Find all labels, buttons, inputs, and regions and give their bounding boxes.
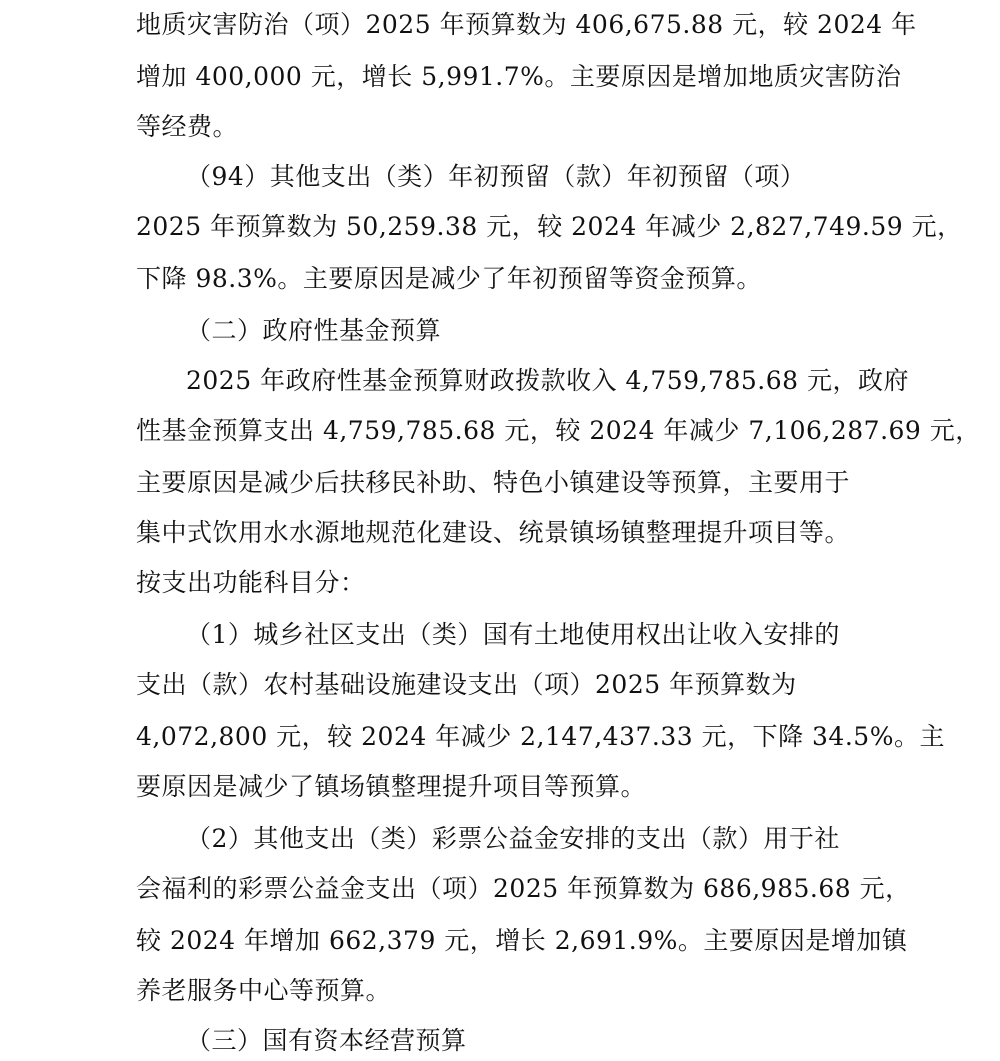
paragraph-94-start: （94）其他支出（类）年初预留（款）年初预留（项） (186, 162, 806, 191)
text-line: 要原因是减少了镇场镇整理提升项目等预算。 (136, 772, 647, 801)
text-line: 下降 98.3%。主要原因是减少了年初预留等资金预算。 (136, 264, 762, 293)
text-line: 集中式饮用水水源地规范化建设、统景镇场镇整理提升项目等。 (136, 518, 851, 547)
paragraph-fund-start: 2025 年政府性基金预算财政拨款收入 4,759,785.68 元，政府 (186, 366, 909, 395)
text-line: 会福利的彩票公益金支出（项）2025 年预算数为 686,985.68 元， (136, 874, 911, 903)
text-line: 增加 400,000 元，增长 5,991.7%。主要原因是增加地质灾害防治 (136, 62, 902, 91)
text-line: 主要原因是减少后扶移民补助、特色小镇建设等预算，主要用于 (136, 468, 851, 497)
text-line: 养老服务中心等预算。 (136, 976, 392, 1005)
text-line: 地质灾害防治（项）2025 年预算数为 406,675.88 元，较 2024 年 (136, 10, 917, 39)
text-line: 2025 年预算数为 50,259.38 元，较 2024 年减少 2,827,749.59 元， (136, 212, 963, 241)
text-line: 较 2024 年增加 662,379 元，增长 2,691.9%。主要原因是增加镇 (136, 926, 908, 955)
text-line: 等经费。 (136, 112, 239, 141)
text-line: 支出（款）农村基础设施建设支出（项）2025 年预算数为 (136, 670, 797, 699)
text-line: 性基金预算支出 4,759,785.68 元，较 2024 年减少 7,106,287.69 元， (136, 416, 981, 445)
section-heading-government-fund: （二）政府性基金预算 (186, 316, 442, 345)
paragraph-item-2-start: （2）其他支出（类）彩票公益金安排的支出（款）用于社 (186, 824, 840, 853)
text-line: 4,072,800 元，较 2024 年减少 2,147,437.33 元，下降 34.5%。主 (136, 722, 945, 751)
section-heading-state-capital: （三）国有资本经营预算 (186, 1026, 467, 1055)
paragraph-item-1-start: （1）城乡社区支出（类）国有土地使用权出让收入安排的 (186, 620, 840, 649)
text-line: 按支出功能科目分： (136, 568, 366, 597)
